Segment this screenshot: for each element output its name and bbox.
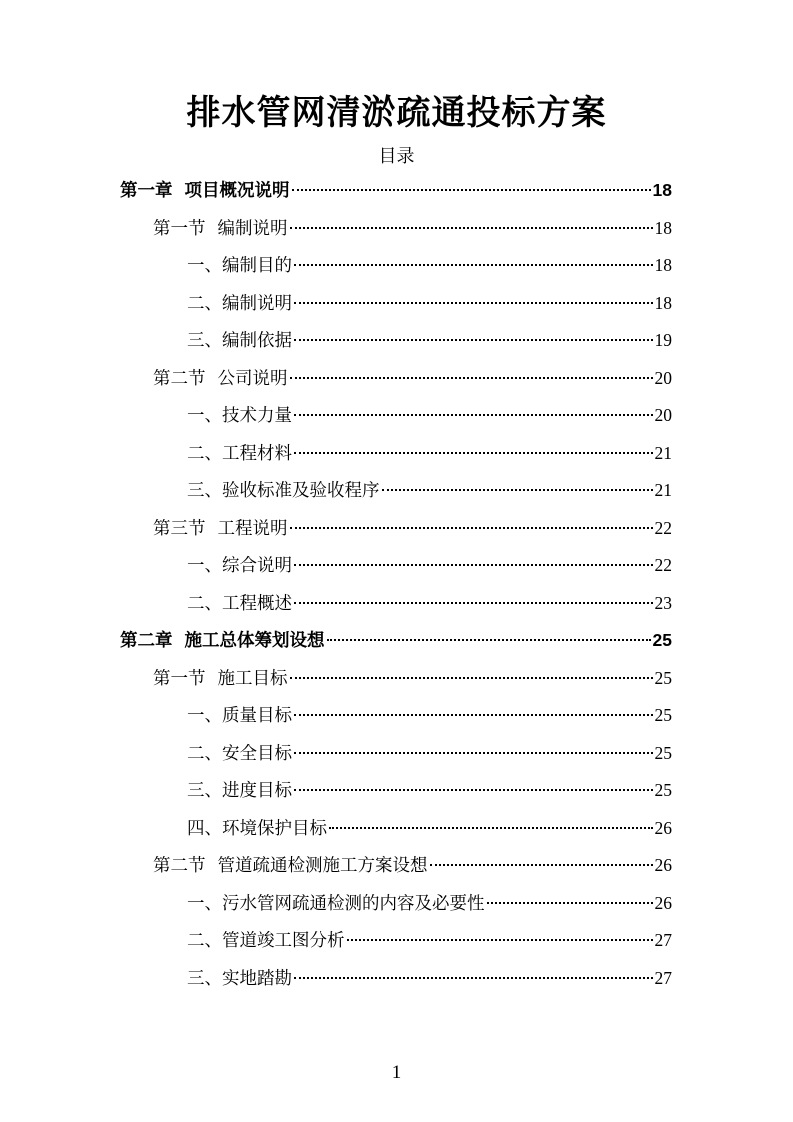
toc-entry-title — [153, 364, 288, 394]
toc-entry-number: 一、 — [187, 706, 222, 726]
toc-dot-leader — [294, 602, 653, 604]
toc-entry-number: 三、 — [187, 968, 222, 989]
toc-entry-number: 第二章 — [120, 631, 173, 651]
toc-entry-title — [187, 926, 345, 956]
toc-entry-number: 二、 — [187, 293, 222, 314]
toc-entry-number: 第三节 — [153, 518, 206, 539]
toc-entry-text: 验收标准及验收程序 — [222, 481, 380, 501]
toc-page-number: 18 — [654, 217, 672, 238]
toc-dot-leader — [487, 902, 653, 904]
toc-dot-leader — [294, 564, 653, 566]
toc-entry[interactable] — [187, 550, 672, 580]
toc-entry-text: 项目概况说明 — [184, 181, 290, 201]
toc-entry-number: 一、 — [187, 406, 222, 426]
toc-entry-number: 第一节 — [153, 668, 206, 689]
toc-dot-leader — [294, 414, 653, 416]
toc-dot-leader — [294, 789, 653, 791]
toc-entry-title — [153, 851, 428, 881]
toc-dot-leader — [329, 827, 653, 829]
toc-entry-title — [187, 439, 292, 469]
toc-dot-leader — [290, 677, 653, 679]
toc-entry[interactable] — [187, 588, 672, 618]
toc-page-number: 26 — [654, 855, 672, 875]
toc-entry-text: 污水管网疏通检测的内容及必要性 — [222, 893, 485, 914]
toc-entry-text: 实地踏勘 — [222, 968, 292, 989]
toc-page-number: 26 — [654, 817, 672, 838]
toc-entry[interactable] — [153, 850, 672, 880]
toc-entry-text: 管道竣工图分析 — [222, 931, 345, 951]
toc-entry[interactable] — [187, 925, 672, 955]
toc-entry[interactable] — [187, 288, 672, 318]
toc-entry[interactable] — [187, 438, 672, 468]
toc-dot-leader — [290, 527, 653, 529]
toc-entry-number: 第二节 — [153, 856, 206, 876]
toc-entry-text: 施工总体筹划设想 — [184, 631, 325, 651]
toc-dot-leader — [294, 302, 653, 304]
toc-page-number: 18 — [652, 180, 672, 200]
toc-entry-title — [187, 551, 292, 581]
toc-entry-number: 第二节 — [153, 368, 206, 389]
toc-entry[interactable] — [187, 963, 672, 993]
toc-page-number: 25 — [654, 705, 672, 725]
toc-entry-title — [120, 626, 325, 656]
toc-entry-title — [187, 251, 292, 281]
toc-entry-number: 三、 — [187, 781, 222, 801]
toc-dot-leader — [290, 227, 653, 229]
toc-page-number: 20 — [654, 405, 672, 425]
toc-entry[interactable] — [187, 700, 672, 730]
toc-dot-leader — [294, 714, 653, 716]
toc-entry-number: 一、 — [187, 556, 222, 576]
toc-entry-title — [187, 326, 292, 356]
toc-page-number: 21 — [654, 480, 672, 500]
toc-entry[interactable] — [120, 175, 672, 205]
toc-entry-title — [187, 889, 485, 919]
toc-page-number: 27 — [654, 930, 672, 950]
toc-page-number: 22 — [654, 517, 672, 538]
toc-entry-text: 工程概述 — [222, 593, 292, 614]
toc-entry-title — [187, 476, 380, 506]
toc-entry-text: 环境保护目标 — [222, 818, 327, 839]
toc-page-number: 20 — [654, 367, 672, 388]
toc-entry-text: 施工目标 — [217, 668, 288, 689]
toc-dot-leader — [290, 377, 653, 379]
toc-page-number: 18 — [654, 255, 672, 275]
toc-entry-title — [153, 664, 288, 694]
toc-entry[interactable] — [153, 363, 672, 393]
toc-entry-number: 一、 — [187, 893, 222, 914]
toc-dot-leader — [292, 189, 651, 191]
toc-dot-leader — [294, 752, 653, 754]
toc-entry-title — [153, 514, 288, 544]
toc-entry[interactable] — [153, 213, 672, 243]
toc-entry-number: 二、 — [187, 743, 222, 764]
toc-entry-title — [187, 701, 292, 731]
toc-entry-text: 编制说明 — [222, 293, 292, 314]
toc-page-number: 19 — [654, 330, 672, 350]
toc-entry-text: 公司说明 — [217, 368, 288, 389]
toc-entry[interactable] — [187, 738, 672, 768]
toc-entry-number: 三、 — [187, 481, 222, 501]
toc-dot-leader — [382, 489, 653, 491]
toc-entry-number: 第一节 — [153, 218, 206, 239]
toc-entry-text: 管道疏通检测施工方案设想 — [217, 856, 428, 876]
toc-entry-title — [153, 214, 288, 244]
toc-dot-leader — [294, 339, 653, 341]
toc-entry[interactable] — [187, 325, 672, 355]
toc-entry-text: 工程材料 — [222, 443, 292, 464]
toc-entry-number: 二、 — [187, 931, 222, 951]
toc-dot-leader — [294, 452, 653, 454]
toc-entry-number: 二、 — [187, 443, 222, 464]
toc-page-number: 26 — [654, 892, 672, 913]
toc-entry-text: 质量目标 — [222, 706, 292, 726]
toc-entry-text: 技术力量 — [222, 406, 292, 426]
toc-entry-number: 二、 — [187, 593, 222, 614]
toc-entry-title — [120, 176, 290, 206]
toc-entry-title — [187, 739, 292, 769]
toc-dot-leader — [327, 639, 651, 641]
toc-entry-title — [187, 776, 292, 806]
toc-entry[interactable] — [187, 250, 672, 280]
toc-dot-leader — [430, 864, 653, 866]
toc-entry-text: 编制目的 — [222, 256, 292, 276]
toc-entry[interactable] — [187, 475, 672, 505]
toc-page-number: 21 — [654, 442, 672, 463]
toc-entry[interactable] — [187, 400, 672, 430]
toc-entry-number: 一、 — [187, 256, 222, 276]
toc-entry[interactable] — [187, 813, 672, 843]
toc-entry-text: 进度目标 — [222, 781, 292, 801]
toc-entry-title — [187, 289, 292, 319]
toc-page-number: 22 — [654, 555, 672, 575]
toc-entry-text: 编制依据 — [222, 331, 292, 351]
toc-dot-leader — [347, 939, 653, 941]
toc-dot-leader — [294, 977, 653, 979]
toc-entry[interactable] — [153, 513, 672, 543]
toc-page-number: 25 — [654, 667, 672, 688]
toc-entry-text: 安全目标 — [222, 743, 292, 764]
toc-entry[interactable] — [187, 888, 672, 918]
toc-entry-text: 编制说明 — [217, 218, 288, 239]
toc-entry-title — [187, 589, 292, 619]
toc-page-number: 27 — [654, 967, 672, 988]
toc-page-number: 25 — [654, 780, 672, 800]
toc-entry-number: 第一章 — [120, 181, 173, 201]
toc-entry-number: 三、 — [187, 331, 222, 351]
toc-entry-title — [187, 401, 292, 431]
page-number: 1 — [391, 1062, 402, 1083]
toc-page-number: 23 — [654, 592, 672, 613]
document-title: 排水管网清淤疏通投标方案 — [186, 93, 607, 133]
toc-page-number: 25 — [652, 630, 672, 650]
toc-entry-number: 四、 — [187, 818, 222, 839]
toc-entry[interactable] — [187, 775, 672, 805]
toc-heading: 目录 — [378, 146, 415, 167]
toc-entry-title — [187, 814, 327, 844]
toc-entry-text: 综合说明 — [222, 556, 292, 576]
toc-entry[interactable] — [153, 663, 672, 693]
toc-dot-leader — [294, 264, 653, 266]
toc-entry[interactable] — [120, 625, 672, 655]
toc-entry-text: 工程说明 — [217, 518, 288, 539]
toc-page-number: 18 — [654, 292, 672, 313]
toc-entry-title — [187, 964, 292, 994]
toc-page-number: 25 — [654, 742, 672, 763]
